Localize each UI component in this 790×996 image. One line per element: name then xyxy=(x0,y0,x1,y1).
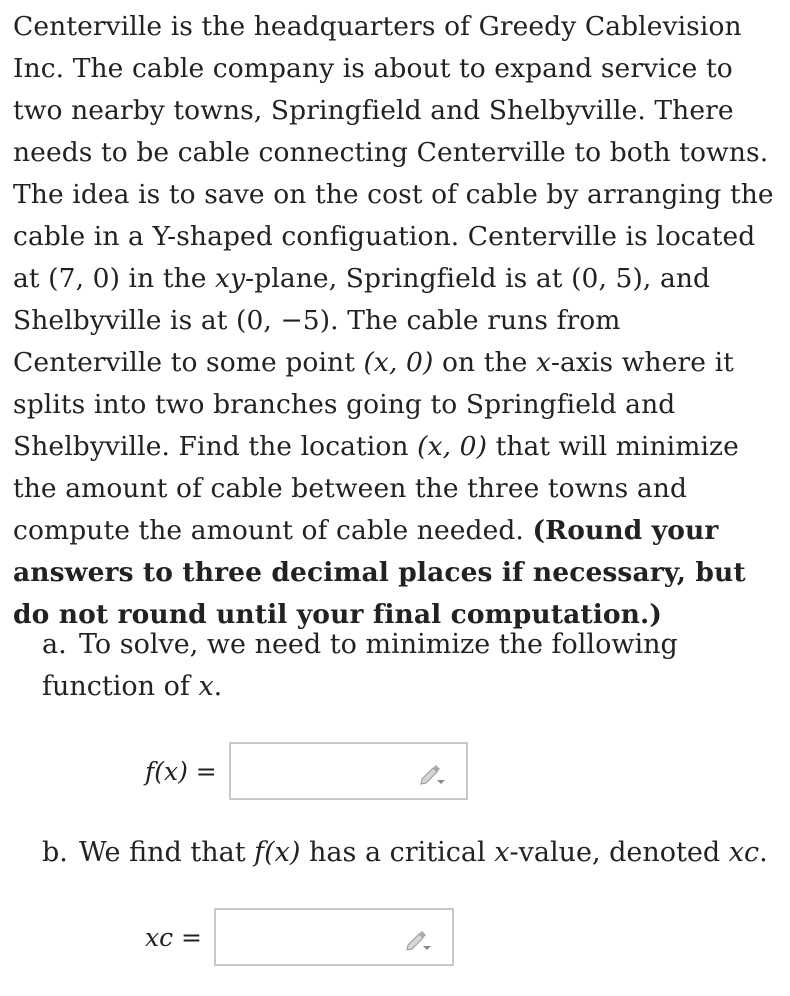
problem-text: , and Shelbyville is at xyxy=(13,263,711,336)
xc-label: xc = xyxy=(145,922,202,952)
part-b-text: We find that xyxy=(79,837,255,868)
problem-text: -plane, Springfield is at xyxy=(245,263,572,294)
answer-row-a xyxy=(145,740,468,802)
rounding-instruction: (Round your answers to three decimal places if necessary, but do not round until your final computation.) xyxy=(13,515,746,630)
part-a xyxy=(42,624,762,708)
x-var: x xyxy=(535,347,551,378)
xc-input[interactable] xyxy=(214,908,454,966)
part-b xyxy=(42,832,782,874)
problem-text: in the xyxy=(120,263,216,294)
part-b-text: -value, denoted xyxy=(509,837,729,868)
f-of-x-input[interactable] xyxy=(229,742,468,800)
part-b-period: . xyxy=(759,837,768,868)
problem-text: that will minimize the amount of cable between the three towns and compute the amount of cable needed. xyxy=(13,431,739,546)
point-shelbyville: (0, −5) xyxy=(236,305,331,336)
problem-text: Centerville is the headquarters of Greedy Cablevision Inc. The cable company is about to expand service to two nearby towns, Springfield and Shelbyville. There needs to be cable connecting Centerville to both towns. The idea is to save on the cost of cable by arranging the cable in a Y-shaped configuation. Centerville is located at xyxy=(13,11,774,294)
answer-row-b xyxy=(145,906,454,968)
problem-statement xyxy=(13,6,778,636)
f-of-x-label: f(x) = xyxy=(145,756,217,786)
f-of-x: f(x) xyxy=(254,837,301,868)
part-a-period: . xyxy=(213,671,223,702)
xy-var: xy xyxy=(215,263,246,294)
problem-text: on the xyxy=(433,347,536,378)
part-a-label: a. xyxy=(42,629,67,660)
part-a-text: To solve, we need to minimize the following function of xyxy=(42,629,678,702)
point-x0: (x, 0) xyxy=(363,347,434,378)
point-springfield: (0, 5) xyxy=(571,263,643,294)
pencil-icon[interactable] xyxy=(418,761,446,785)
problem-text: . The cable runs from Centerville to some point xyxy=(13,305,621,378)
point-centerville: (7, 0) xyxy=(48,263,121,294)
part-b-text: has a critical xyxy=(300,837,495,868)
point-x0: (x, 0) xyxy=(417,431,488,462)
part-b-label: b. xyxy=(42,837,68,868)
x-var: x xyxy=(494,837,510,868)
x-var: x xyxy=(198,671,214,702)
problem-text: -axis where it splits into two branches going to Springfield and Shelbyville. Find the location xyxy=(13,347,734,462)
pencil-icon[interactable] xyxy=(404,927,432,951)
xc-var: xc xyxy=(728,837,760,868)
